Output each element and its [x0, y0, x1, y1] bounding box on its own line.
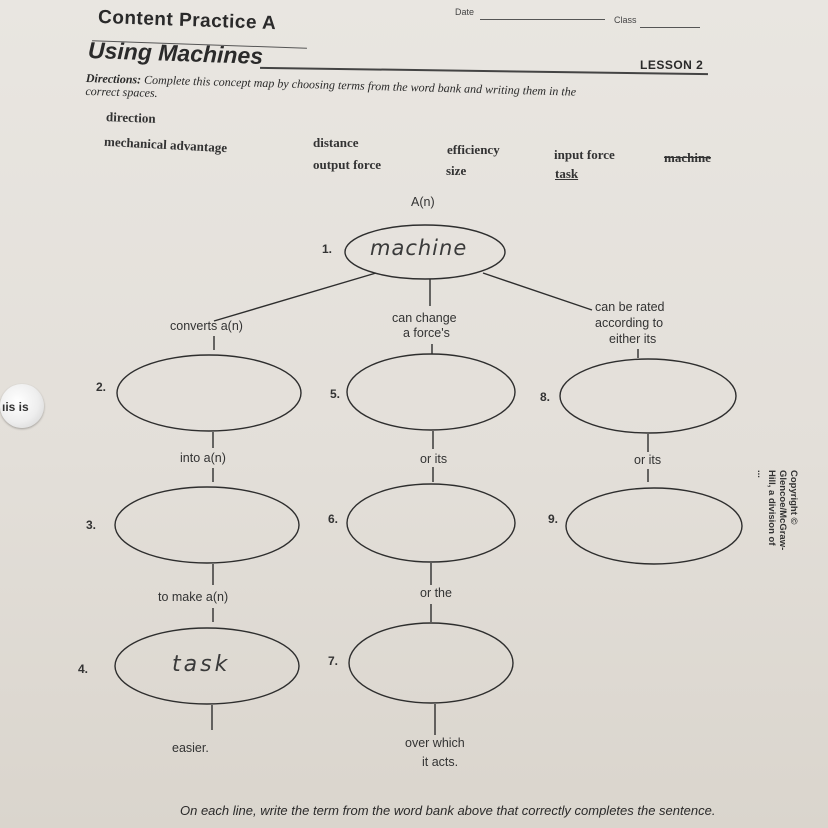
answer-oval-9 — [566, 488, 742, 564]
number-5: 5. — [330, 387, 341, 401]
connector-can-change-2: a force's — [403, 326, 450, 340]
date-label: Date — [455, 7, 475, 17]
word-bank-size: size — [446, 163, 467, 178]
answer-oval-8 — [560, 359, 736, 433]
number-3: 3. — [86, 518, 97, 532]
connector-can-change-1: can change — [392, 311, 457, 325]
tail-easier: easier. — [172, 741, 209, 755]
link-or-its-mid: or its — [420, 452, 448, 466]
branch-left — [214, 273, 376, 321]
connector-rated-2: according to — [595, 316, 664, 330]
word-bank-direction: direction — [105, 109, 156, 126]
branch-right — [483, 273, 592, 310]
connector-rated-1: can be rated — [595, 300, 665, 314]
connector-converts: converts a(n) — [170, 319, 243, 333]
number-8: 8. — [540, 390, 551, 404]
answer-1-machine[interactable]: machine — [370, 236, 468, 260]
copyright-text: Copyright © Glencoe/McGraw-Hill, a division of ... — [755, 470, 799, 551]
tail-it-acts: it acts. — [422, 755, 459, 769]
number-6: 6. — [328, 512, 339, 526]
link-into: into a(n) — [180, 451, 226, 465]
content-practice-heading: Content Practice A — [97, 6, 277, 35]
link-to-make: to make a(n) — [158, 590, 229, 604]
word-bank-machine: machine — [664, 150, 711, 165]
answer-oval-7 — [349, 623, 513, 703]
class-label: Class — [614, 15, 637, 25]
word-bank-efficiency: efficiency — [447, 142, 500, 157]
number-4: 4. — [78, 662, 89, 676]
directions-text-2: correct spaces. — [85, 83, 158, 101]
lesson-label: LESSON 2 — [640, 58, 704, 72]
answer-oval-3 — [115, 487, 299, 563]
directions-text-1: Complete this concept map by choosing terms from the word bank and writing them in the — [143, 72, 577, 99]
word-bank-distance: distance — [313, 135, 359, 150]
link-or-its-right: or its — [634, 453, 662, 467]
link-or-the: or the — [420, 586, 452, 600]
sticker-text: ıis is — [2, 400, 29, 414]
number-7: 7. — [328, 654, 339, 668]
directions-lead: Directions: — [85, 71, 142, 87]
answer-oval-5 — [347, 354, 515, 430]
answer-oval-2 — [117, 355, 301, 431]
page-title: Using Machines — [87, 36, 264, 70]
number-9: 9. — [548, 512, 559, 526]
answer-4-task[interactable]: task — [172, 652, 231, 677]
bottom-instruction: On each line, write the term from the word bank above that correctly completes the sentence. — [180, 803, 716, 818]
copyright-notice — [755, 470, 803, 828]
top-label: A(n) — [411, 195, 435, 209]
connector-rated-3: either its — [609, 332, 657, 346]
answer-oval-6 — [347, 484, 515, 562]
word-bank-output-force: output force — [313, 157, 382, 172]
word-bank-input-force: input force — [554, 147, 615, 162]
number-1: 1. — [322, 242, 333, 256]
number-2: 2. — [96, 380, 107, 394]
word-bank-task: task — [555, 166, 579, 181]
word-bank-mechanical-advantage: mechanical advantage — [103, 133, 228, 156]
tail-over-which: over which — [405, 736, 465, 750]
